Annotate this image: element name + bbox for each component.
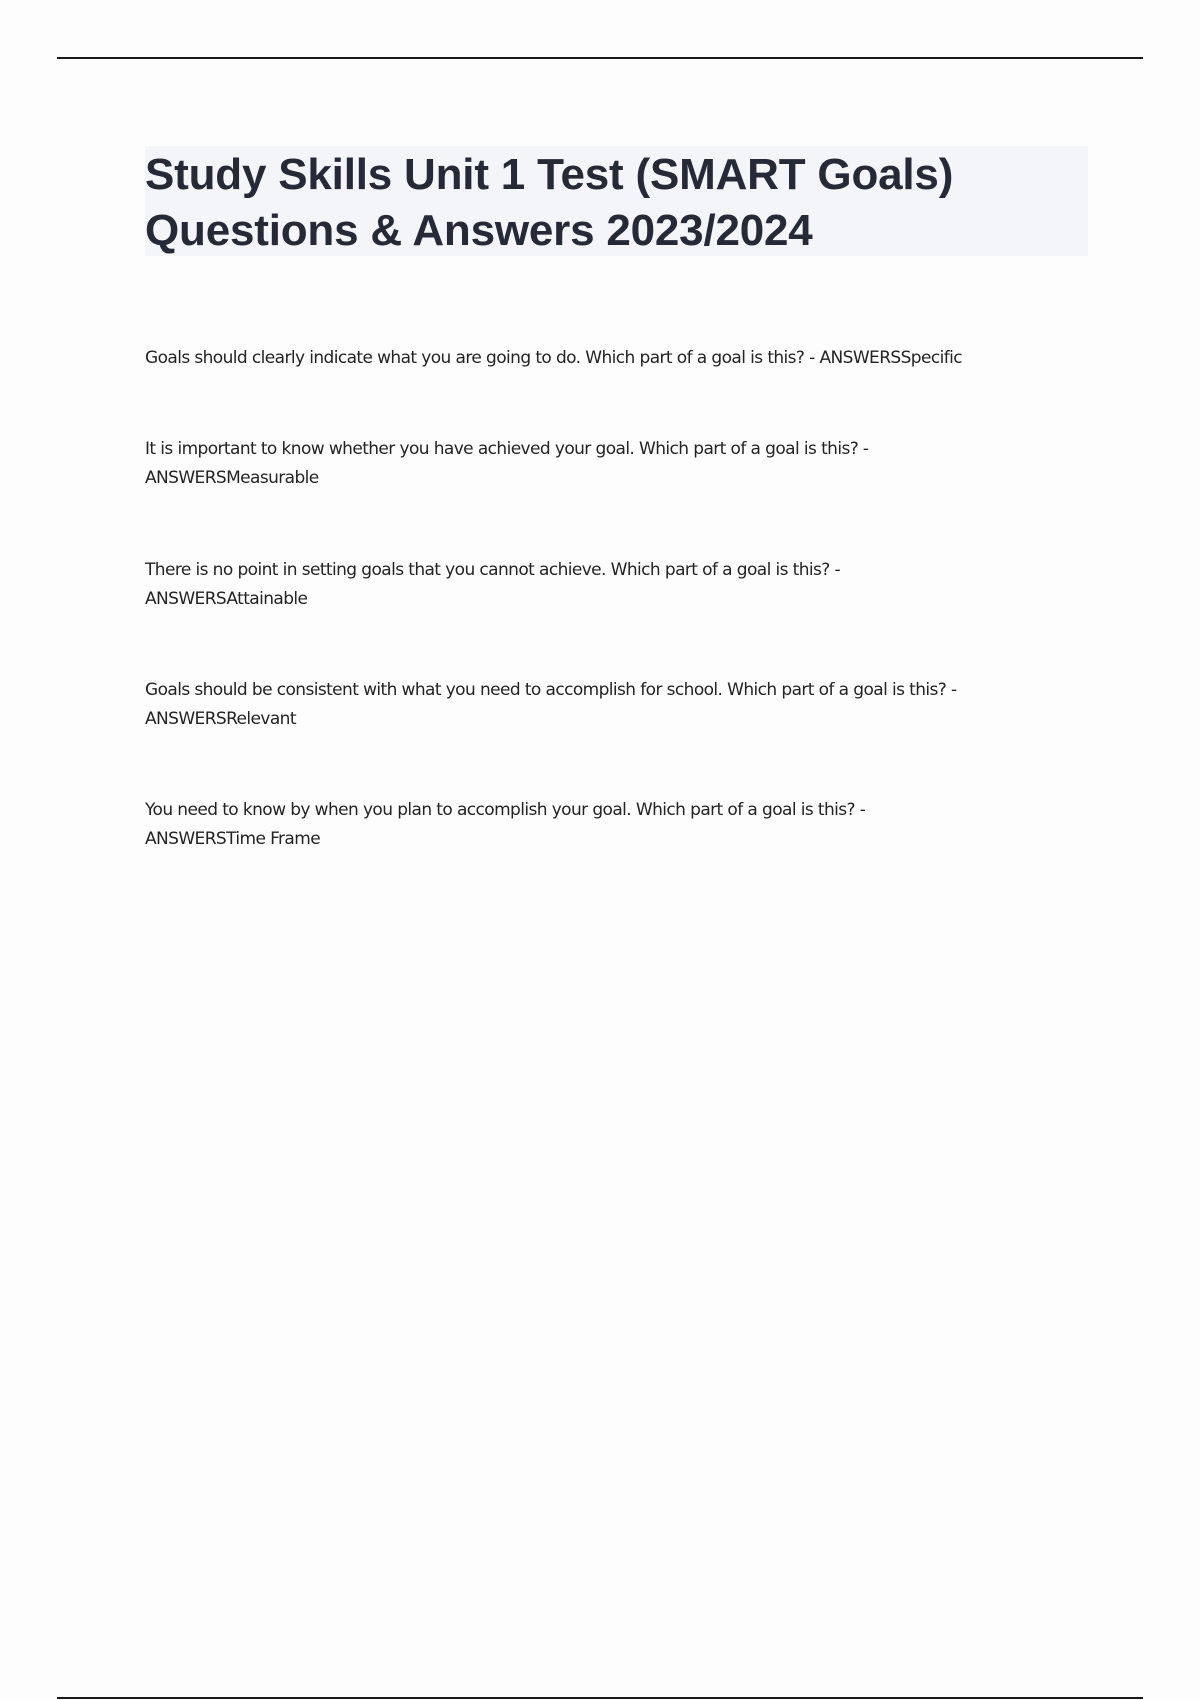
footer-rule [57, 1697, 1143, 1699]
qa-item-2 [145, 435, 1075, 493]
qa-item-5 [145, 796, 1075, 854]
question-text: Goals should be consistent with what you need to accomplish for school. Which part of a goal is this? - [145, 680, 957, 700]
document-title [145, 147, 1105, 259]
answer-label: ANSWERS [145, 589, 227, 609]
answer-text: Relevant [226, 709, 296, 729]
title-line-1: Study Skills Unit 1 Test (SMART Goals) [145, 150, 954, 199]
qa-item-1 [145, 344, 1075, 373]
title-line-2: Questions & Answers 2023/2024 [145, 206, 813, 255]
answer-text: Attainable [226, 589, 308, 609]
answer-label: ANSWERS [145, 829, 227, 849]
qa-item-4 [145, 676, 1075, 734]
answer-label: ANSWERS [819, 348, 901, 368]
question-text: You need to know by when you plan to accomplish your goal. Which part of a goal is this? - [145, 800, 866, 820]
answer-label: ANSWERS [145, 709, 227, 729]
question-text: It is important to know whether you have achieved your goal. Which part of a goal is this? - [145, 439, 869, 459]
answer-text: Time Frame [226, 829, 321, 849]
answer-text: Specific [900, 348, 962, 368]
question-text: There is no point in setting goals that you cannot achieve. Which part of a goal is this? - [145, 560, 841, 580]
qa-item-3 [145, 556, 1075, 614]
header-rule [57, 57, 1143, 59]
question-text: Goals should clearly indicate what you are going to do. Which part of a goal is this? - [145, 348, 820, 368]
answer-text: Measurable [226, 468, 319, 488]
answer-label: ANSWERS [145, 468, 227, 488]
